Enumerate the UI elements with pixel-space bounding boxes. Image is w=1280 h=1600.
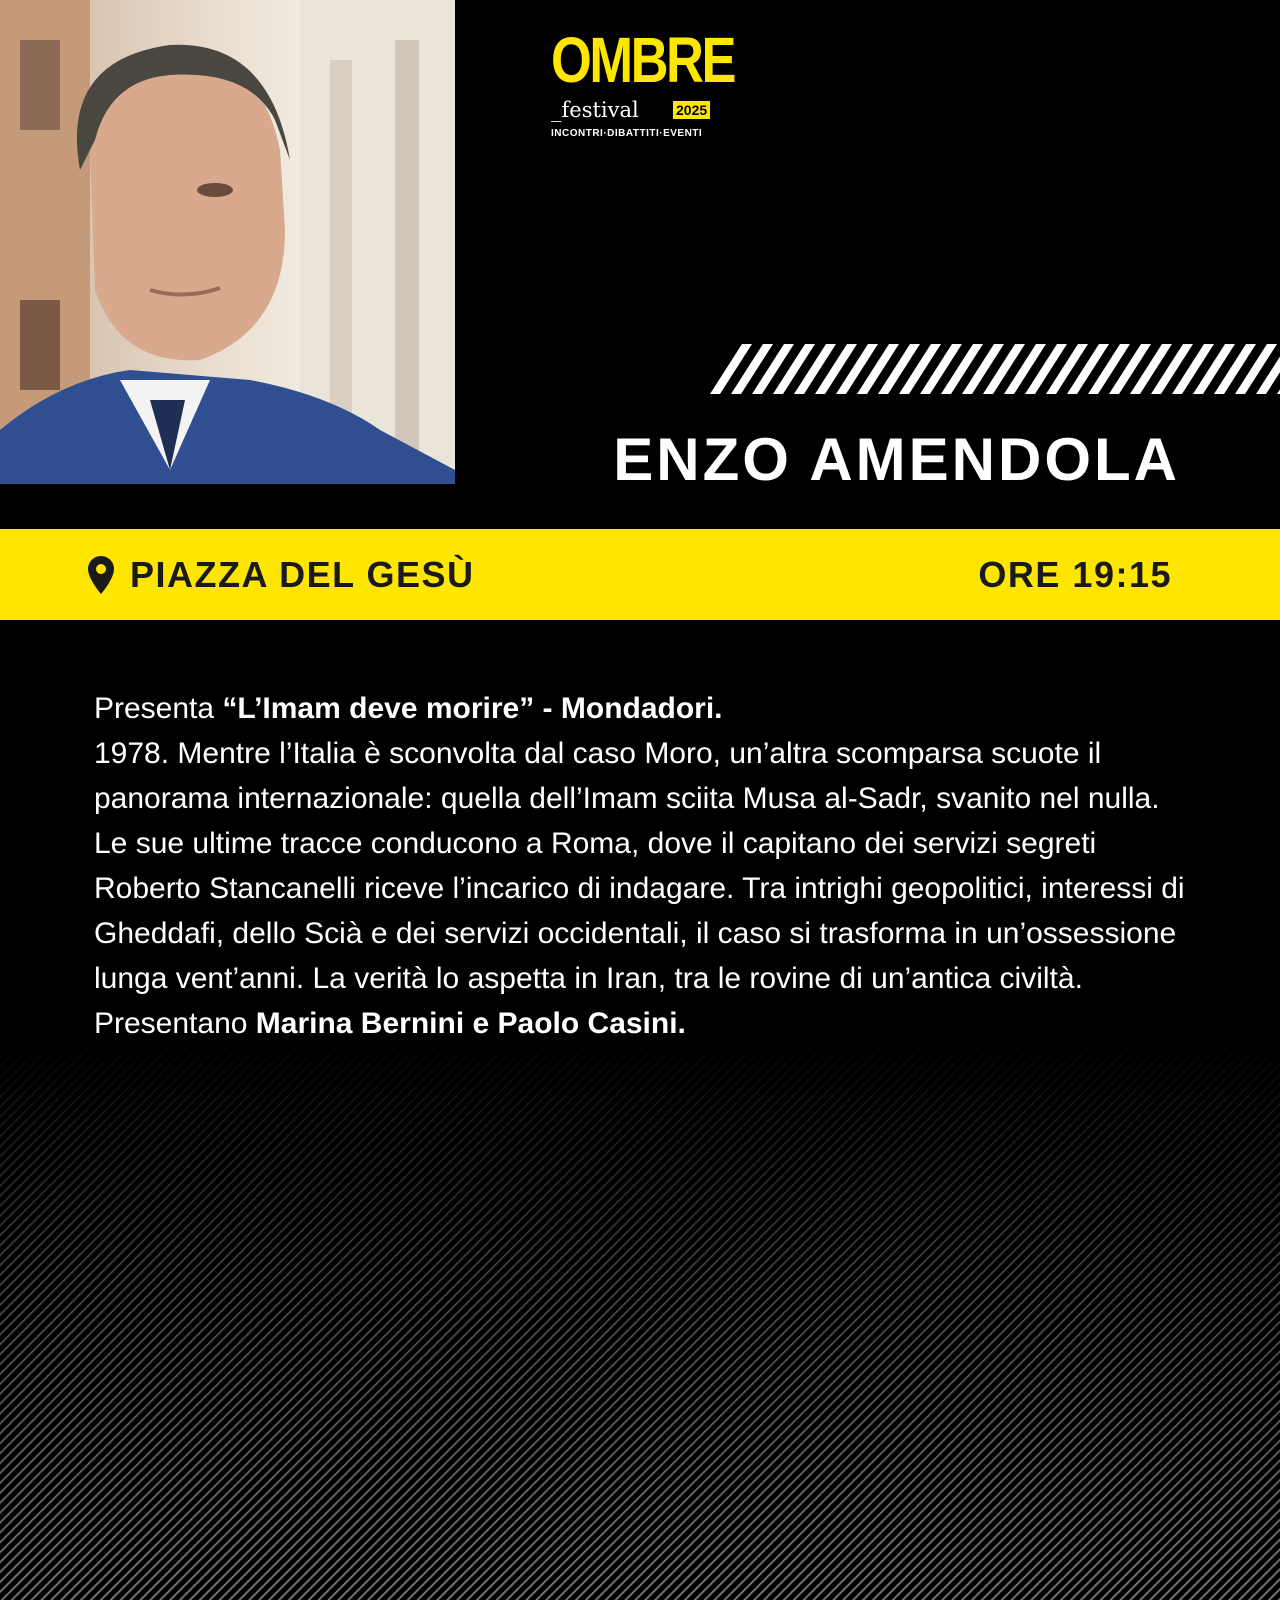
- ombre-festival-logo: [551, 24, 735, 145]
- location-label: PIAZZA DEL GESÙ: [130, 553, 475, 595]
- logo-subline: [551, 98, 731, 122]
- speaker-name: ENZO AMENDOLA: [613, 426, 1180, 493]
- speaker-photo: [0, 0, 455, 484]
- presenters-intro: Presentano: [94, 1007, 256, 1040]
- location: [88, 554, 475, 596]
- diagonal-hatch-decoration: [710, 344, 1280, 394]
- logo-wordmark: OMBRE: [551, 24, 735, 96]
- book-title: “L’Imam deve morire” - Mondadori.: [222, 692, 723, 725]
- logo-festival-label: _festival: [551, 98, 639, 122]
- event-time: ORE 19:15: [978, 553, 1172, 595]
- logo-tagline: INCONTRI·DIBATTITI·EVENTI: [551, 128, 703, 139]
- presenters-line: [94, 1001, 1189, 1046]
- logo-year-badge: 2025: [673, 101, 710, 119]
- book-line: [94, 686, 1189, 731]
- presenters-names: Marina Bernini e Paolo Casini.: [255, 1007, 686, 1040]
- map-pin-icon: [88, 556, 114, 594]
- event-description: [94, 686, 1189, 1046]
- synopsis: 1978. Mentre l’Italia è sconvolta dal caso Moro, un’altra scomparsa scuote il panorama internazionale: quella dell’Imam sciita Musa al-Sadr, svanito nel nulla. Le sue ultime tracce conducono a Roma, dove il capitano dei servizi segreti Roberto Stancanelli riceve l’incarico di indagare. Tra intrighi geopolitici, interessi di Gheddafi, dello Scià e dei servizi occidentali, il caso si trasforma in un’ossessione lunga vent’anni. La verità lo aspetta in Iran, tra le rovine di un’antica civiltà.: [94, 737, 1185, 995]
- event-info-bar: [0, 529, 1280, 620]
- intro-text: Presenta: [94, 692, 223, 725]
- striped-background: [0, 1040, 1280, 1600]
